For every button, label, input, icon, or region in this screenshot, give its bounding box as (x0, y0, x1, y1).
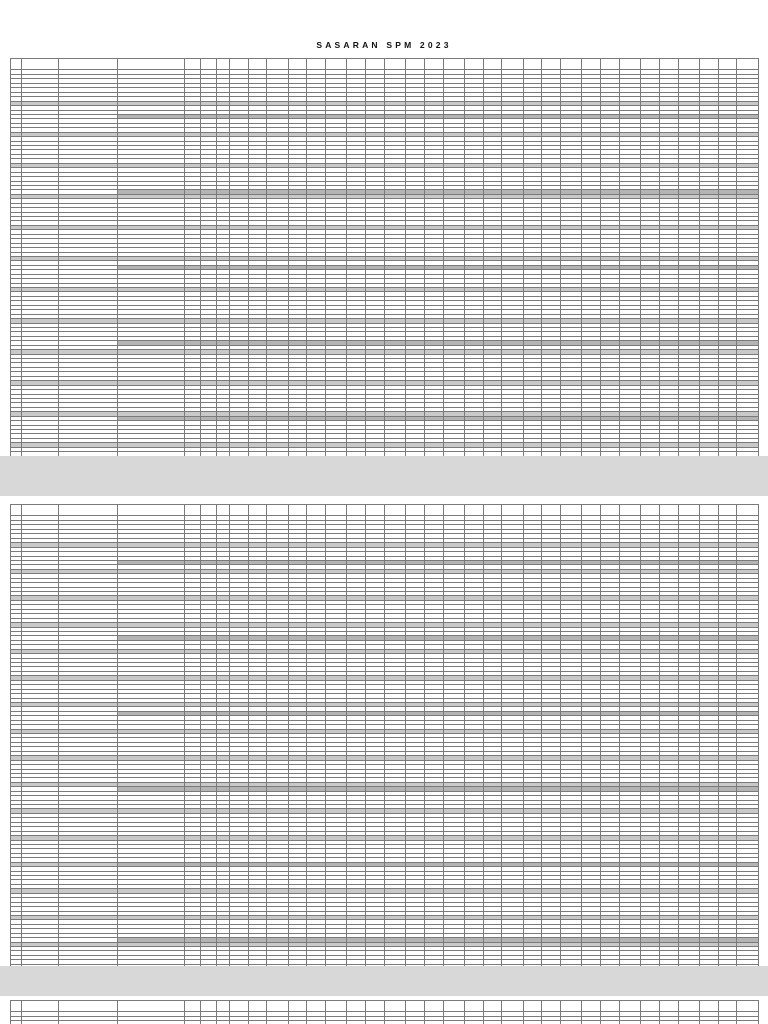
table-cell (737, 59, 759, 70)
table-cell (582, 505, 601, 516)
table-cell (307, 505, 326, 516)
table-cell (619, 505, 640, 516)
table-cell (59, 505, 118, 516)
table-cell (366, 59, 385, 70)
table-cell (718, 59, 737, 70)
table-cell (502, 505, 523, 516)
table-cell (523, 59, 542, 70)
table-cell (216, 59, 229, 70)
table-cell (21, 59, 58, 70)
table-cell (659, 505, 678, 516)
table-cell (11, 505, 22, 516)
table-cell (267, 505, 288, 516)
table-cell (582, 59, 601, 70)
page-1 (0, 0, 768, 456)
table-cell (561, 59, 582, 70)
table-cell (699, 59, 718, 70)
table-cell (366, 505, 385, 516)
targets-table (10, 504, 759, 966)
table-cell (424, 505, 443, 516)
table-cell (718, 505, 737, 516)
table-cell (464, 59, 483, 70)
table-cell (641, 505, 660, 516)
table-cell (443, 505, 464, 516)
page-2 (0, 496, 768, 966)
table-cell (117, 59, 184, 70)
page-title: SASARAN SPM 2023 (316, 40, 452, 50)
table-cell (464, 505, 483, 516)
table-cell (542, 59, 561, 70)
table-cell (406, 505, 425, 516)
targets-table (10, 58, 759, 456)
table-cell (200, 59, 216, 70)
table-cell (678, 505, 699, 516)
table-cell (288, 59, 307, 70)
table-cell (216, 505, 229, 516)
table-cell (737, 505, 759, 516)
table-cell (117, 505, 184, 516)
table-cell (384, 505, 405, 516)
table-cell (229, 505, 248, 516)
table-header-row (11, 59, 759, 70)
table-cell (307, 59, 326, 70)
table-cell (561, 505, 582, 516)
table-cell (678, 59, 699, 70)
table-cell (641, 59, 660, 70)
table-cell (424, 59, 443, 70)
table-cell (326, 505, 347, 516)
table-cell (659, 59, 678, 70)
table-cell (248, 59, 267, 70)
table-cell (699, 505, 718, 516)
table-cell (21, 505, 58, 516)
table-cell (229, 59, 248, 70)
table-cell (347, 505, 366, 516)
table-cell (384, 59, 405, 70)
table-cell (326, 59, 347, 70)
table-cell (288, 505, 307, 516)
table-cell (184, 59, 200, 70)
table-cell (248, 505, 267, 516)
table-cell (267, 59, 288, 70)
table-cell (347, 59, 366, 70)
table-header-row (11, 505, 759, 516)
table-cell (406, 59, 425, 70)
table-cell (59, 59, 118, 70)
table-cell (601, 59, 620, 70)
table-cell (483, 59, 502, 70)
table-cell (523, 505, 542, 516)
table-cell (619, 59, 640, 70)
page-gap (0, 456, 768, 496)
table-cell (443, 59, 464, 70)
table-cell (502, 59, 523, 70)
table-cell (542, 505, 561, 516)
table-cell (483, 505, 502, 516)
table-cell (200, 505, 216, 516)
table-cell (601, 505, 620, 516)
table-cell (184, 505, 200, 516)
table-cell (11, 59, 22, 70)
